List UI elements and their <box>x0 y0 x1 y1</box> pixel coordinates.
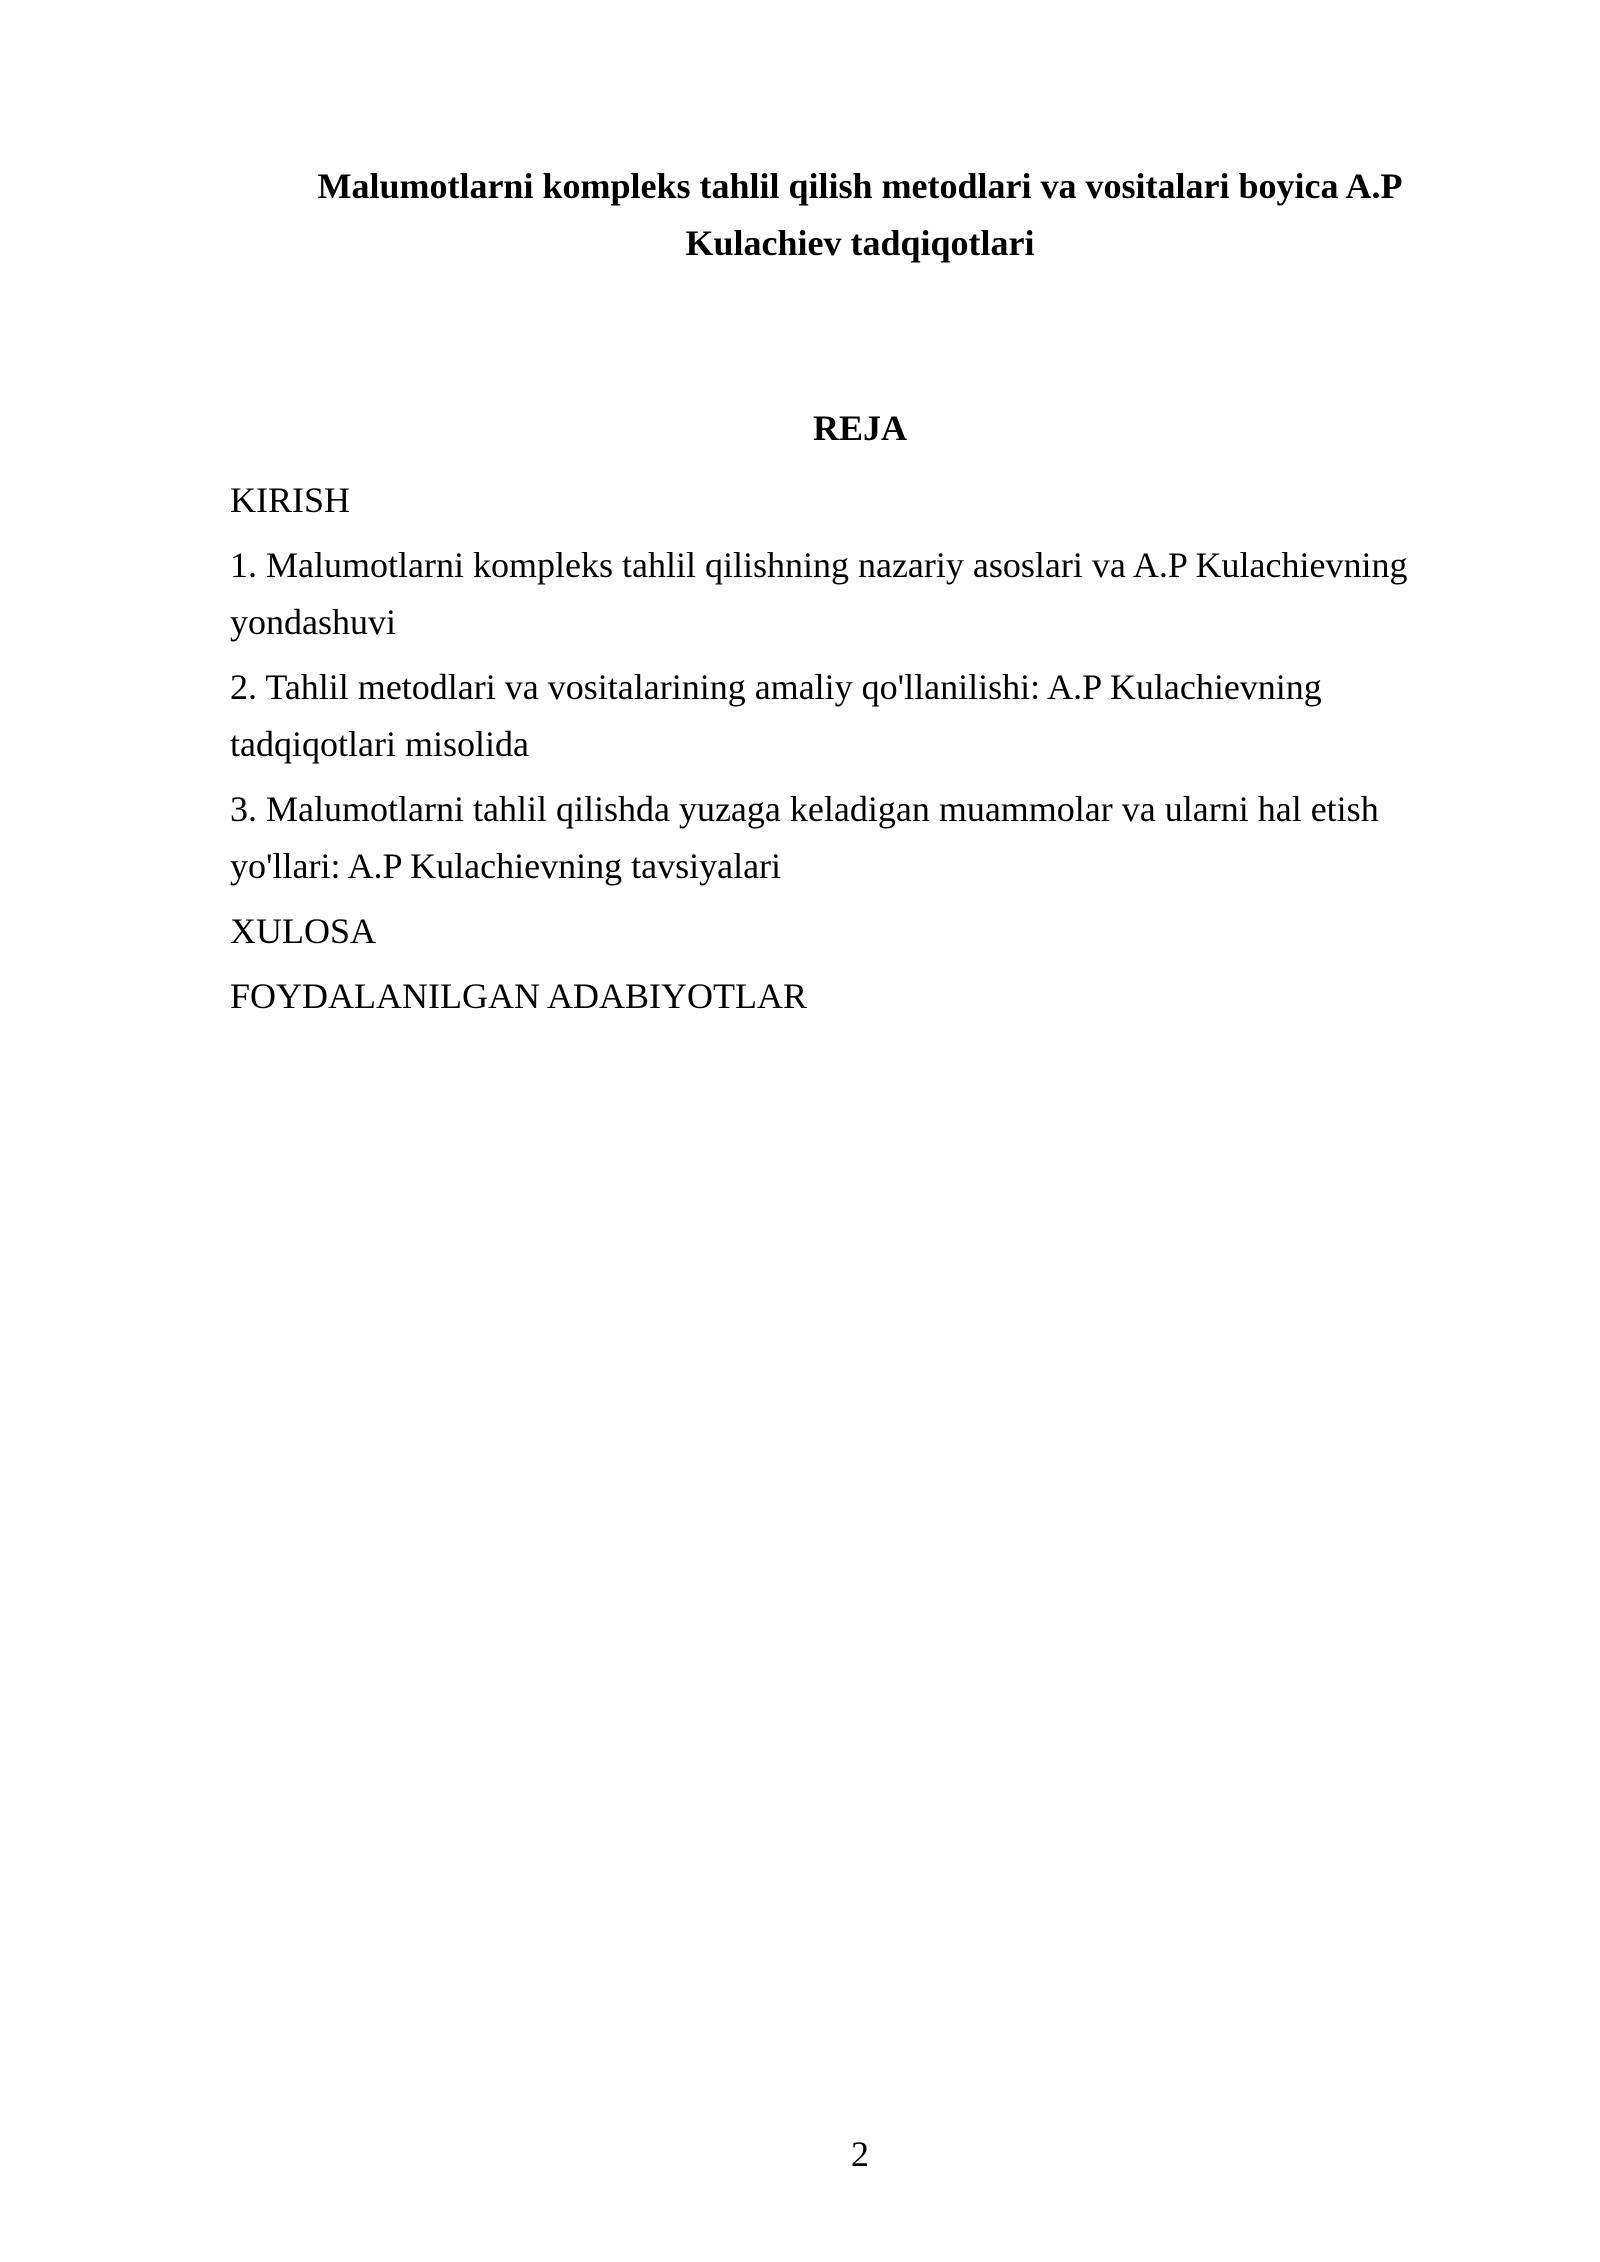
document-title-line-2: Kulachiev tadqiqotlari <box>685 223 1035 263</box>
plan-heading: REJA <box>812 408 907 448</box>
page-number: 2 <box>851 2134 869 2174</box>
plan-list <box>230 472 1490 1033</box>
plan-item-introduction: KIRISH <box>230 480 351 520</box>
plan-item-references: FOYDALANILGAN ADABIYOTLAR <box>230 976 807 1016</box>
plan-item-section-1: 1. Malumotlarni kompleks tahlil qilishning nazariy asoslari va A.P Kulachievning yondashuvi <box>230 545 1408 642</box>
plan-item-section-3: 3. Malumotlarni tahlil qilishda yuzaga keladigan muammolar va ularni hal etish yo'llari: A.P Kulachievning tavsiyalari <box>230 789 1379 886</box>
document-title-line-1: Malumotlarni kompleks tahlil qilish metodlari va vositalari boyica A.P <box>317 166 1403 206</box>
document-title <box>230 158 1490 272</box>
plan-item-section-2: 2. Tahlil metodlari va vositalarining amaliy qo'llanilishi: A.P Kulachievning tadqiqotlari misolida <box>230 667 1322 764</box>
plan-item-conclusion: XULOSA <box>230 911 377 951</box>
